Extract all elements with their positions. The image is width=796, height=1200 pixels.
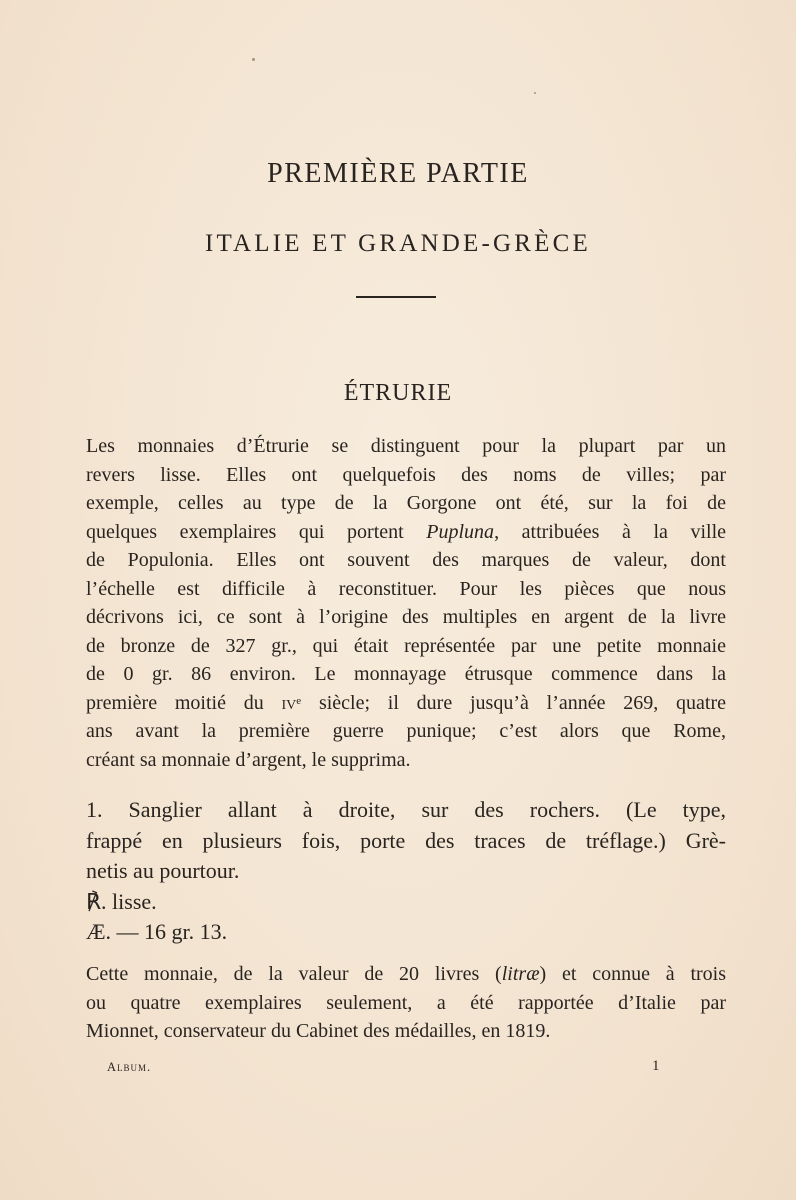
part-title: PREMIÈRE PARTIE	[267, 158, 529, 189]
entry-metal-weight: Æ. — 16 gr. 13.	[86, 919, 228, 944]
text-fragment: ) et connue à trois	[539, 963, 727, 985]
paper-speck	[252, 58, 255, 61]
text-line: Les monnaies d’Étrurie se distinguent pour la plupart par un	[86, 435, 726, 457]
text-line: créant sa monnaie d’argent, le supprima.	[86, 748, 411, 771]
text-fragment: siècle; il dure jusqu’à l’année 269, quatre	[301, 691, 727, 714]
entry-text: Sanglier allant à droite, sur des rochers. (Le type,	[128, 797, 727, 822]
section-title: ÉTRURIE	[343, 380, 453, 406]
text-line: ou quatre exemplaires seulement, a été rapportée d’Italie par	[86, 991, 726, 1014]
superscript: e	[296, 694, 302, 707]
coin-entry	[86, 795, 726, 948]
text-line: de bronze de 327 gr., qui était représentée par une petite monnaie	[86, 634, 726, 657]
entry-line	[86, 795, 726, 826]
text-fragment: quelques exemplaires qui portent	[86, 520, 404, 543]
text-line: revers lisse. Elles ont quelquefois des noms de villes; par	[86, 463, 726, 486]
italic-word: Pupluna	[426, 520, 495, 543]
text-fragment: première moitié du	[86, 691, 264, 714]
entry-line: frappé en plusieurs fois, porte des traces de tréflage.) Grè-	[86, 827, 726, 853]
text-line: Mionnet, conservateur du Cabinet des médailles, en 1819.	[86, 1020, 551, 1042]
text-line: exemple, celles au type de la Gorgone ont été, sur la foi de	[86, 492, 726, 514]
text-fragment: , attribuées à la ville	[494, 520, 727, 543]
text-fragment: Cette monnaie, de la valeur de 20 livres (	[86, 963, 502, 985]
text-line: l’échelle est difficile à reconstituer. Pour les pièces que nous	[86, 577, 726, 600]
text-line	[86, 689, 726, 718]
commentary-paragraph	[86, 960, 726, 1046]
text-line: décrivons ici, ce sont à l’origine des multiples en argent de la livre	[86, 606, 726, 628]
text-line: ans avant la première guerre punique; c’est alors que Rome,	[86, 720, 726, 742]
text-line: de Populonia. Elles ont souvent des marques de valeur, dont	[86, 549, 726, 571]
entry-line: netis au pourtour.	[86, 858, 240, 883]
footer-signature: Album.	[107, 1060, 152, 1074]
roman-numeral: iv	[281, 691, 297, 714]
italic-word: litræ	[501, 963, 540, 985]
title-rule	[356, 296, 436, 298]
entry-reverse: ℟. lisse.	[86, 888, 157, 914]
region-title: ITALIE ET GRANDE-GRÈCE	[205, 230, 591, 257]
text-line	[86, 960, 726, 989]
page-number: 1	[652, 1058, 660, 1074]
intro-paragraph	[86, 432, 726, 774]
entry-number: 1.	[86, 797, 103, 822]
text-line: de 0 gr. 86 environ. Le monnayage étrusque commence dans la	[86, 663, 726, 685]
text-line	[86, 518, 726, 547]
paper-speck	[534, 92, 536, 94]
